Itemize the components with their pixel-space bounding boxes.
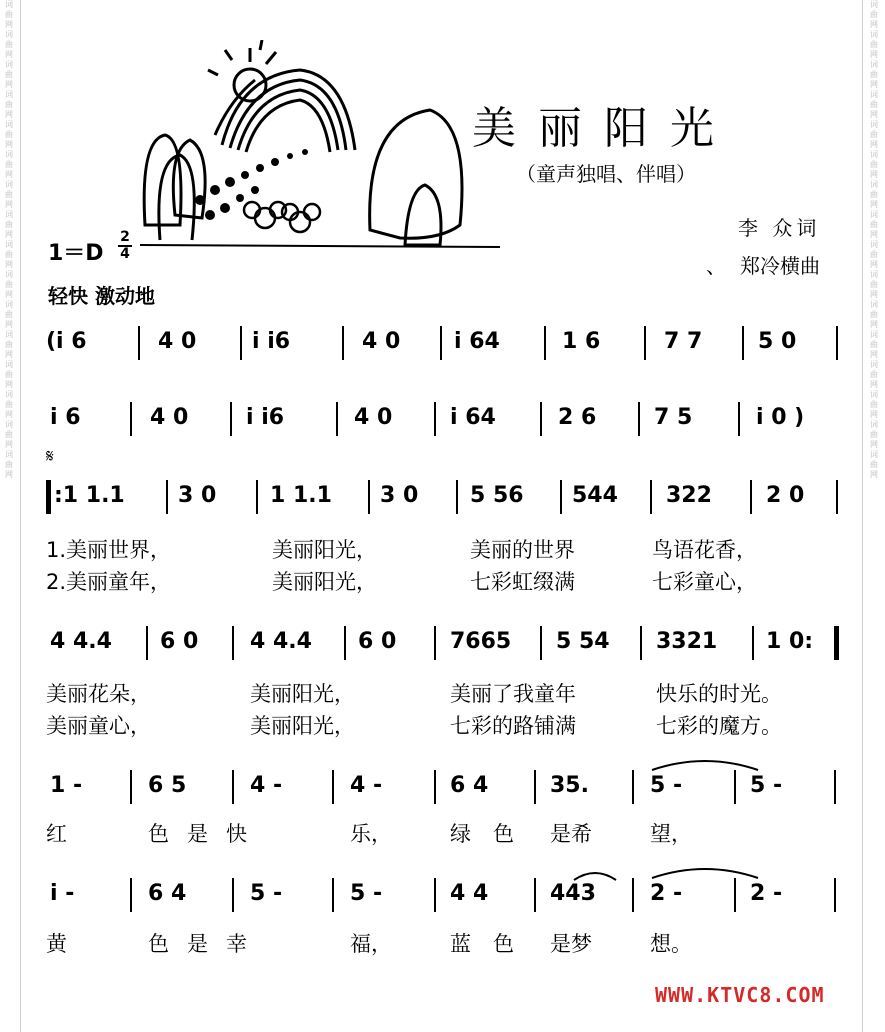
barline [742,326,744,360]
measure: 4 0 [354,405,393,430]
lyric-line-1: 色是快 [148,822,265,846]
lyric-line-1: 想。 [650,932,692,956]
website-watermark-link[interactable]: WWW.KTVC8.COM [655,983,825,1007]
lyric-line-1: 是希 [550,822,592,846]
measure: 4 0 [150,405,189,430]
measure: i 64 [454,329,500,354]
measure: 6 4 [450,773,489,798]
lyric-line-1: 是梦 [550,932,592,956]
tie-arc [650,756,760,772]
lyric-line-2: 美丽阳光， [250,714,355,738]
lyric-line-1: 黄 [46,932,67,956]
measure: 6 0 [358,629,397,654]
lyric-line-1: 望， [650,822,692,846]
barline [650,480,652,514]
barline [540,626,542,660]
lyric-line-1: 鸟语花香， [652,538,757,562]
lyric-line-2: 2.美丽童年， [46,570,172,594]
measure: 2 0 [766,483,805,508]
time-signature-top: 2 [120,229,130,245]
slur-arc [572,868,618,882]
measure: 443 [550,881,596,906]
measure: 6 4 [148,881,187,906]
barline [240,326,242,360]
measure: 3321 [656,629,718,654]
measure: 2 - [650,881,683,906]
barline [146,626,148,660]
segno-sign: 𝄋 [46,446,54,467]
lyric-line-1: 美丽了我童年 [450,682,576,706]
measure: 5 56 [470,483,524,508]
measure: 5 54 [556,629,610,654]
barline [166,480,168,514]
barline [332,770,334,804]
lyric-line-2: 七彩的魔方。 [656,714,782,738]
barline [138,326,140,360]
barline [332,878,334,912]
tempo-marking: 轻快 激动地 [48,284,155,308]
barline [344,626,346,660]
measure: 5 - [350,881,383,906]
barline [434,402,436,436]
key-signature: 1＝D [48,241,104,266]
barline [836,326,838,360]
measure: 1 - [50,773,83,798]
right-watermark: 词曲网词曲网词曲网词曲网词曲网词曲网词曲网词曲网词曲网词曲网词曲网词曲网词曲网词曲网词曲网词曲网 [870,0,878,479]
barline [368,480,370,514]
measure: 4 - [350,773,383,798]
lyric-line-1: 1.美丽世界， [46,538,172,562]
measure: i i6 [252,329,291,354]
measure: 544 [572,483,618,508]
barline [836,480,838,514]
barline [640,626,642,660]
measure: 7 7 [664,329,703,354]
barline [256,480,258,514]
measure: i 64 [450,405,496,430]
measure: 5 - [750,773,783,798]
barline [544,326,546,360]
score-row-6 [0,878,885,912]
lyric-line-1: 美丽阳光， [250,682,355,706]
measure: 6 0 [160,629,199,654]
measure: :1 1.1 [54,483,125,508]
measure: 4 - [250,773,283,798]
barline [560,480,562,514]
lyric-line-1: 乐， [350,822,392,846]
measure: i 0 ) [756,405,805,430]
measure: i i6 [246,405,285,430]
measure: 2 6 [558,405,597,430]
lyric-line-2: 美丽童心， [46,714,151,738]
sun-rainbow-trees-illustration [140,40,500,270]
lyric-line-2: 七彩童心， [652,570,757,594]
barline [434,626,436,660]
score-row-1 [0,326,885,360]
measure: 1 6 [562,329,601,354]
lyric-line-1: 美丽花朵， [46,682,151,706]
barline [834,770,836,804]
measure: 4 4.4 [250,629,312,654]
measure: i 6 [50,405,81,430]
barline [752,626,754,660]
measure: 35. [550,773,589,798]
barline [130,770,132,804]
lyric-line-1: 福， [350,932,392,956]
barline [632,770,634,804]
lyric-line-1: 美丽的世界 [470,538,575,562]
barline [456,480,458,514]
barline [644,326,646,360]
time-signature [118,230,132,262]
score-row-3 [0,480,885,514]
lyric-line-1: 蓝色 [450,932,536,956]
barline [232,878,234,912]
barline [232,770,234,804]
lyric-line-1: 色是幸 [148,932,265,956]
barline [734,878,736,912]
measure: 3 0 [178,483,217,508]
barline [534,878,536,912]
measure: 7 5 [654,405,693,430]
lyricist-credit: 李 众词 [738,216,821,240]
score-row-4 [0,626,885,660]
tie-arc [650,864,760,880]
barline [336,402,338,436]
measure: 4 4.4 [50,629,112,654]
repeat-start-barline [46,480,51,514]
repeat-end-barline [834,626,839,660]
left-watermark: 词曲网词曲网词曲网词曲网词曲网词曲网词曲网词曲网词曲网词曲网词曲网词曲网词曲网词曲网词曲网词曲网 [5,0,13,479]
measure: 6 5 [148,773,187,798]
measure: 4 4 [450,881,489,906]
measure: (i 6 [46,329,87,354]
measure: 5 - [250,881,283,906]
measure: 2 - [750,881,783,906]
score-row-5 [0,770,885,804]
barline [834,878,836,912]
barline [734,770,736,804]
lyric-line-1: 红 [46,822,67,846]
barline [232,626,234,660]
measure: 1 0: [766,629,814,654]
score-row-2 [0,402,885,436]
barline [434,878,436,912]
measure: 5 - [650,773,683,798]
song-title: 美丽阳光 [472,103,736,154]
composer-credit: 郑冷横曲 [740,254,820,278]
barline [342,326,344,360]
measure: i - [50,881,75,906]
measure: 7665 [450,629,512,654]
measure: 1 1.1 [270,483,332,508]
barline [230,402,232,436]
measure: 3 0 [380,483,419,508]
barline [440,326,442,360]
lyric-line-1: 美丽阳光， [272,538,377,562]
barline [130,878,132,912]
measure: 4 0 [158,329,197,354]
lyric-line-1: 快乐的时光。 [656,682,782,706]
lyric-line-1: 绿色 [450,822,536,846]
barline [638,402,640,436]
barline [534,770,536,804]
measure: 322 [666,483,712,508]
subtitle: （童声独唱、伴唱） [516,162,696,186]
lyric-line-2: 美丽阳光， [272,570,377,594]
barline [632,878,634,912]
barline [130,402,132,436]
barline [540,402,542,436]
time-signature-bottom: 4 [120,246,130,262]
barline [738,402,740,436]
barline [750,480,752,514]
measure: 4 0 [362,329,401,354]
lyric-line-2: 七彩的路铺满 [450,714,576,738]
composer-mark: 、 [706,254,726,278]
lyric-line-2: 七彩虹缀满 [470,570,575,594]
measure: 5 0 [758,329,797,354]
barline [434,770,436,804]
